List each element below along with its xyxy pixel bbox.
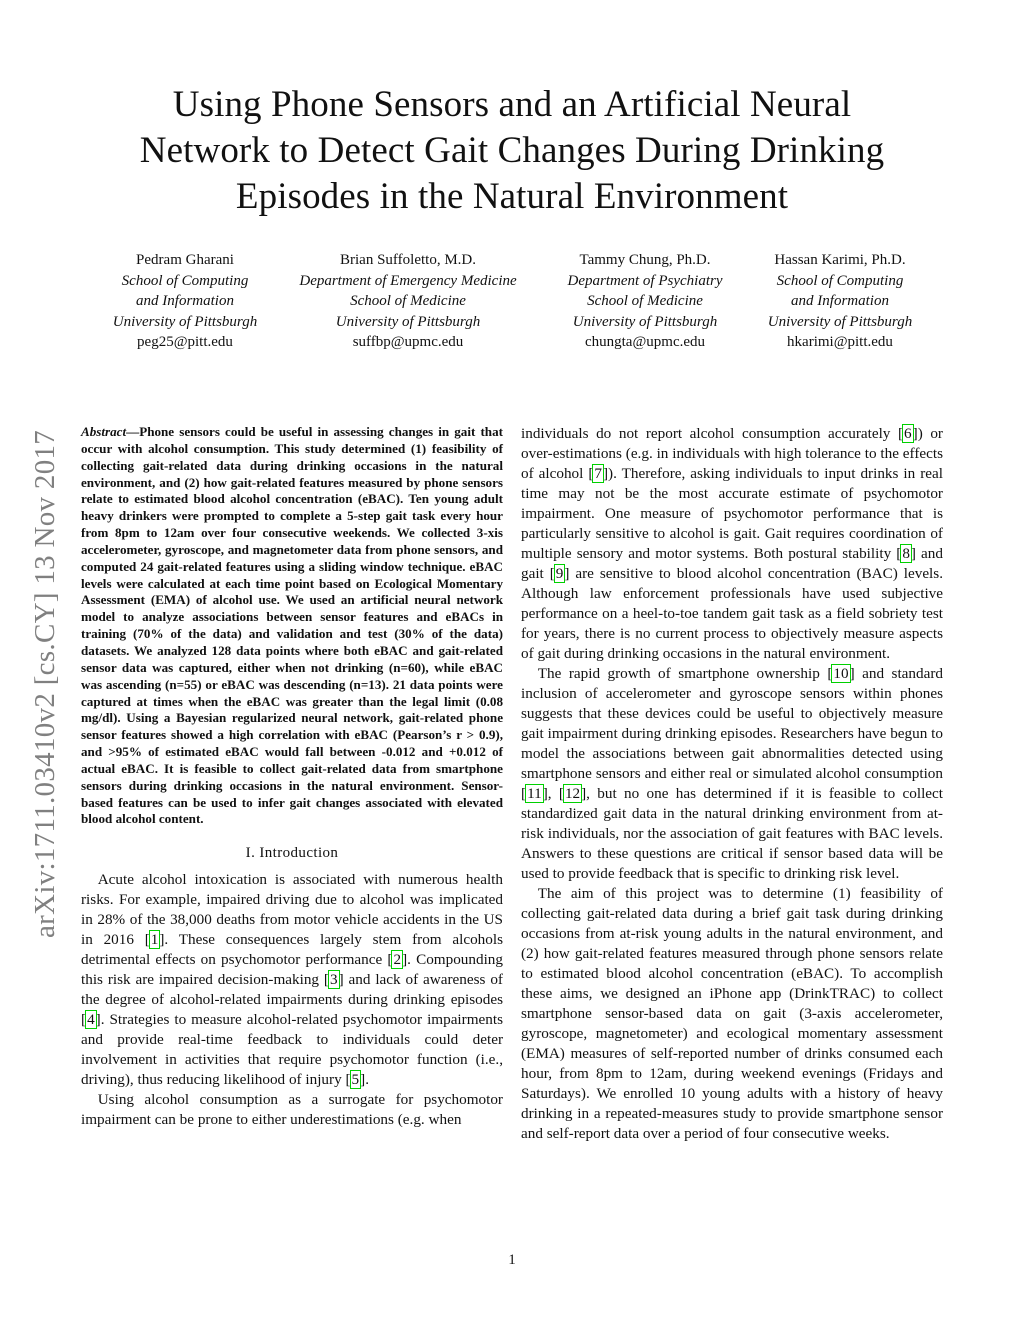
paragraph-text: ], but no one has determined if it is feasible to collect standardized gait data in the natural drinking environment from at-risk individuals, nor the association of gait features with BAC levels. Answers to these questions are critical if sensor based data will be used to provide feedback that is specific to drinking risk level. [521, 785, 944, 882]
author-2 [280, 250, 536, 353]
paragraph-text: The aim of this project was to determine (1) feasibility of collecting gait-related data during a brief gait task during drinking occasions from at-risk young adults in the natural environment, and (2) how gait-related features measured through phone sensors relate to estimated blood alcohol concentration (eBAC). To accomplish these aims, we designed an iPhone app (DrinkTRAC) to collect smartphone sensor-based data on gait (3-axis accelerometer, gyroscope, magnetometer) and ecological momentary assessment (EMA) measures of self-reported number of drinks consumed each hour, from 8pm to 12am, during weekend evenings (Fridays and Saturdays). We enrolled 10 young adults with a history of heavy drinking in a repeated-measures study to provide smartphone sensor and self-report data over a period of four consecutive weeks. [521, 885, 943, 1142]
left-paragraphs [81, 870, 503, 1130]
author-affiliation: School of Medicine [587, 293, 703, 309]
citation-link[interactable]: 7 [594, 465, 602, 482]
title-line: Episodes in the Natural Environment [235, 176, 789, 217]
paragraph-text: The rapid growth of smartphone ownership [ [537, 665, 833, 682]
section-heading: I. Introduction [245, 845, 339, 862]
body-paragraph [521, 424, 943, 664]
paragraph-text: Acute alcohol intoxication is associated with numerous health risks. For example, impaired driving due to alcohol was implicated in 28% of the 38,000 deaths from motor vehicle accidents in the US in 2016 [ [81, 871, 503, 949]
author-affiliation: Department of Emergency Medicine [299, 272, 517, 289]
body-paragraph [521, 664, 943, 884]
arxiv-identifier: arXiv:1711.03410v2 [cs.CY] 13 Nov 2017 [29, 429, 61, 938]
author-email: suffbp@upmc.edu [352, 334, 464, 350]
body-paragraph [521, 884, 943, 1144]
author-affiliation: University of Pittsburgh [572, 313, 718, 330]
author-affiliation: and Information [136, 293, 234, 309]
author-email: chungta@upmc.edu [584, 334, 706, 350]
paragraph-text: individuals do not report alcohol consumption accurately [ [521, 425, 904, 442]
right-column [521, 424, 943, 1144]
body-paragraph [81, 1090, 503, 1130]
abstract-label: Abstract [81, 424, 127, 439]
author-1 [102, 250, 268, 353]
citation-link[interactable]: 5 [351, 1071, 360, 1089]
citation-link[interactable]: 11 [527, 785, 542, 802]
right-paragraphs [521, 424, 943, 1144]
author-name: Pedram Gharani [136, 252, 234, 268]
citation-link[interactable]: 3 [329, 971, 338, 989]
citation-link[interactable]: 10 [833, 665, 849, 682]
title-line: Network to Detect Gait Changes During Drinking [139, 130, 885, 171]
paragraph-text: ]). Therefore, asking individuals to input drinks in real time may not be the most accurate estimate of psychomotor impairment. One measure of psychomotor performance that is particularly sensitive to alcohol is gait. Gait requires coordination of multiple sensory and motor systems. Both postural stability [ [521, 465, 943, 562]
paragraph-text: ]. Compounding this risk are impaired decision-making [ [81, 951, 503, 989]
author-email: peg25@pitt.edu [137, 334, 233, 350]
author-name: Tammy Chung, Ph.D. [579, 252, 711, 268]
author-name: Hassan Karimi, Ph.D. [774, 252, 906, 268]
paragraph-text: ] and gait [ [521, 545, 943, 582]
citation-link[interactable]: 12 [564, 785, 581, 802]
author-3 [553, 250, 737, 353]
left-column [81, 424, 503, 1130]
author-affiliation: School of Computing [776, 272, 904, 289]
citation-link[interactable]: 2 [393, 951, 402, 969]
citation-link[interactable]: 6 [904, 425, 912, 442]
paragraph-text: ] and lack of awareness of the degree of alcohol-related impairments during drinking episodes [ [81, 971, 503, 1029]
author-affiliation: and Information [791, 293, 889, 309]
paragraph-text: ]. Strategies to measure alcohol-related psychomotor impairments and provide real-time feedback to individuals could deter involvement in activities that require psychomotor function (i.e., driving), thus reducing likelihood of injury [ [81, 1011, 503, 1089]
author-affiliation: University of Pittsburgh [335, 313, 481, 330]
citation-link[interactable]: 1 [150, 931, 159, 949]
citation-link[interactable]: 4 [87, 1011, 95, 1029]
paper-title [60, 82, 964, 220]
paragraph-text: ]) or over-estimations (e.g. in individuals with high tolerance to the effects of alcohol [ [521, 425, 943, 482]
abstract-text: Phone sensors could be useful in assessing changes in gait that occur with alcohol consumption. This study determined (1) feasibility of collecting gait-related data during drinking occasions in the natural environment, and (2) how gait-related features measured by phone sensors relate to estimated blood alcohol concentration (eBAC). Ten young adult heavy drinkers were prompted to complete a 5-step gait task every hour from 8pm to 12am over four consecutive weekends. We collected 3-xis accelerometer, gyroscope, and magnetometer data from phone sensors, and computed 24 gait-related features using a sliding window technique. eBAC levels were calculated at each time point based on Ecological Momentary Assessment (EMA) of alcohol use. We used an artificial neural network model to analyze associations between sensor features and eBACs in training (70% of the data) and validation and test (30% of the data) datasets. We analyzed 128 data points where both eBAC and gait-related sensor data was captured, either when not drinking (n=60), while eBAC was ascending (n=55) or eBAC was descending (n=13). 21 data points were captured at times when the eBAC was greater than the legal limit (0.08 mg/dl). Using a Bayesian regularized neural network, gait-related phone sensor features showed a high correlation with eBAC (Pearson’s r > 0.9), and >95% of estimated eBAC would fall between -0.012 and +0.012 of actual eBAC. It is feasible to collect gait-related data from smartphone sensors during drinking occasions in the natural environment. Sensor-based features can be used to infer gait changes associated with elevated blood alcohol content. [81, 424, 503, 827]
author-affiliation: School of Computing [121, 272, 249, 289]
paragraph-text: ], [ [542, 785, 564, 802]
paragraph-text: ] are sensitive to blood alcohol concentration (BAC) levels. Although law enforcement professionals have used subjective performance on a heel-to-toe tandem gait task as a field sobriety test for years, there is no current process to objectively measure aspects of gait during drinking occasions in the natural environment. [521, 565, 943, 662]
paragraph-text: ]. [360, 1071, 369, 1089]
author-name: Brian Suffoletto, M.D. [340, 252, 476, 268]
citation-link[interactable]: 9 [555, 565, 564, 582]
paragraph-text: ]. These consequences largely stem from alcohols detrimental effects on psychomotor performance [ [81, 931, 503, 969]
body-paragraph [81, 870, 503, 1090]
author-affiliation: University of Pittsburgh [112, 313, 258, 330]
author-email: hkarimi@pitt.edu [787, 334, 893, 350]
paragraph-text: ] and standard inclusion of accelerometer and gyroscope sensors within phones suggests that these devices could be useful to objectively measure gait impairment during drinking episodes. Researchers have begun to model the associations between gait abnormalities detected using smartphone sensors and either real or simulated alcohol consumption [ [521, 665, 944, 802]
author-affiliation: School of Medicine [350, 293, 466, 309]
page-number: 1 [508, 1252, 516, 1268]
author-affiliation: Department of Psychiatry [567, 272, 723, 289]
citation-link[interactable]: 8 [902, 545, 910, 562]
title-line: Using Phone Sensors and an Artificial Neural [172, 84, 852, 125]
abstract: Abstract—Phone sensors could be useful in assessing changes in gait that occur with alcohol consumption. This study determined (1) feasibility of collecting gait-related data during drinking occasions in the natural environment, and (2) how gait-related features measured by phone sensors relate to estimated blood alcohol concentration (eBAC). Ten young adult heavy drinkers were prompted to complete a 5-step gait task every hour from 8pm to 12am over four consecutive weekends. We collected 3-xis accelerometer, gyroscope, and magnetometer data from phone sensors, and computed 24 gait-related features using a sliding window technique. eBAC levels were calculated at each time point based on Ecological Momentary Assessment (EMA) of alcohol use. We used an artificial neural network model to analyze associations between sensor features and eBACs in training (70% of the data) and validation and test (30% of the data) datasets. We analyzed 128 data points where both eBAC and gait-related sensor data was captured, either when not drinking (n=60), while eBAC was ascending (n=55) or eBAC was descending (n=13). 21 data points were captured at times when the eBAC was greater than the legal limit (0.08 mg/dl). Using a Bayesian regularized neural network, gait-related phone sensor features showed a high correlation with eBAC (Pearson’s r > 0.9), and >95% of estimated eBAC would fall between -0.012 and +0.012 of actual eBAC. It is feasible to collect gait-related data from smartphone sensors during drinking occasions in the natural environment. Sensor-based features can be used to infer gait changes associated with elevated blood alcohol content. [81, 424, 503, 827]
paragraph-text: Using alcohol consumption as a surrogate for psychomotor impairment can be prone to either underestimations (e.g. when [81, 1091, 503, 1129]
author-affiliation: University of Pittsburgh [767, 313, 913, 330]
author-4 [755, 250, 925, 353]
